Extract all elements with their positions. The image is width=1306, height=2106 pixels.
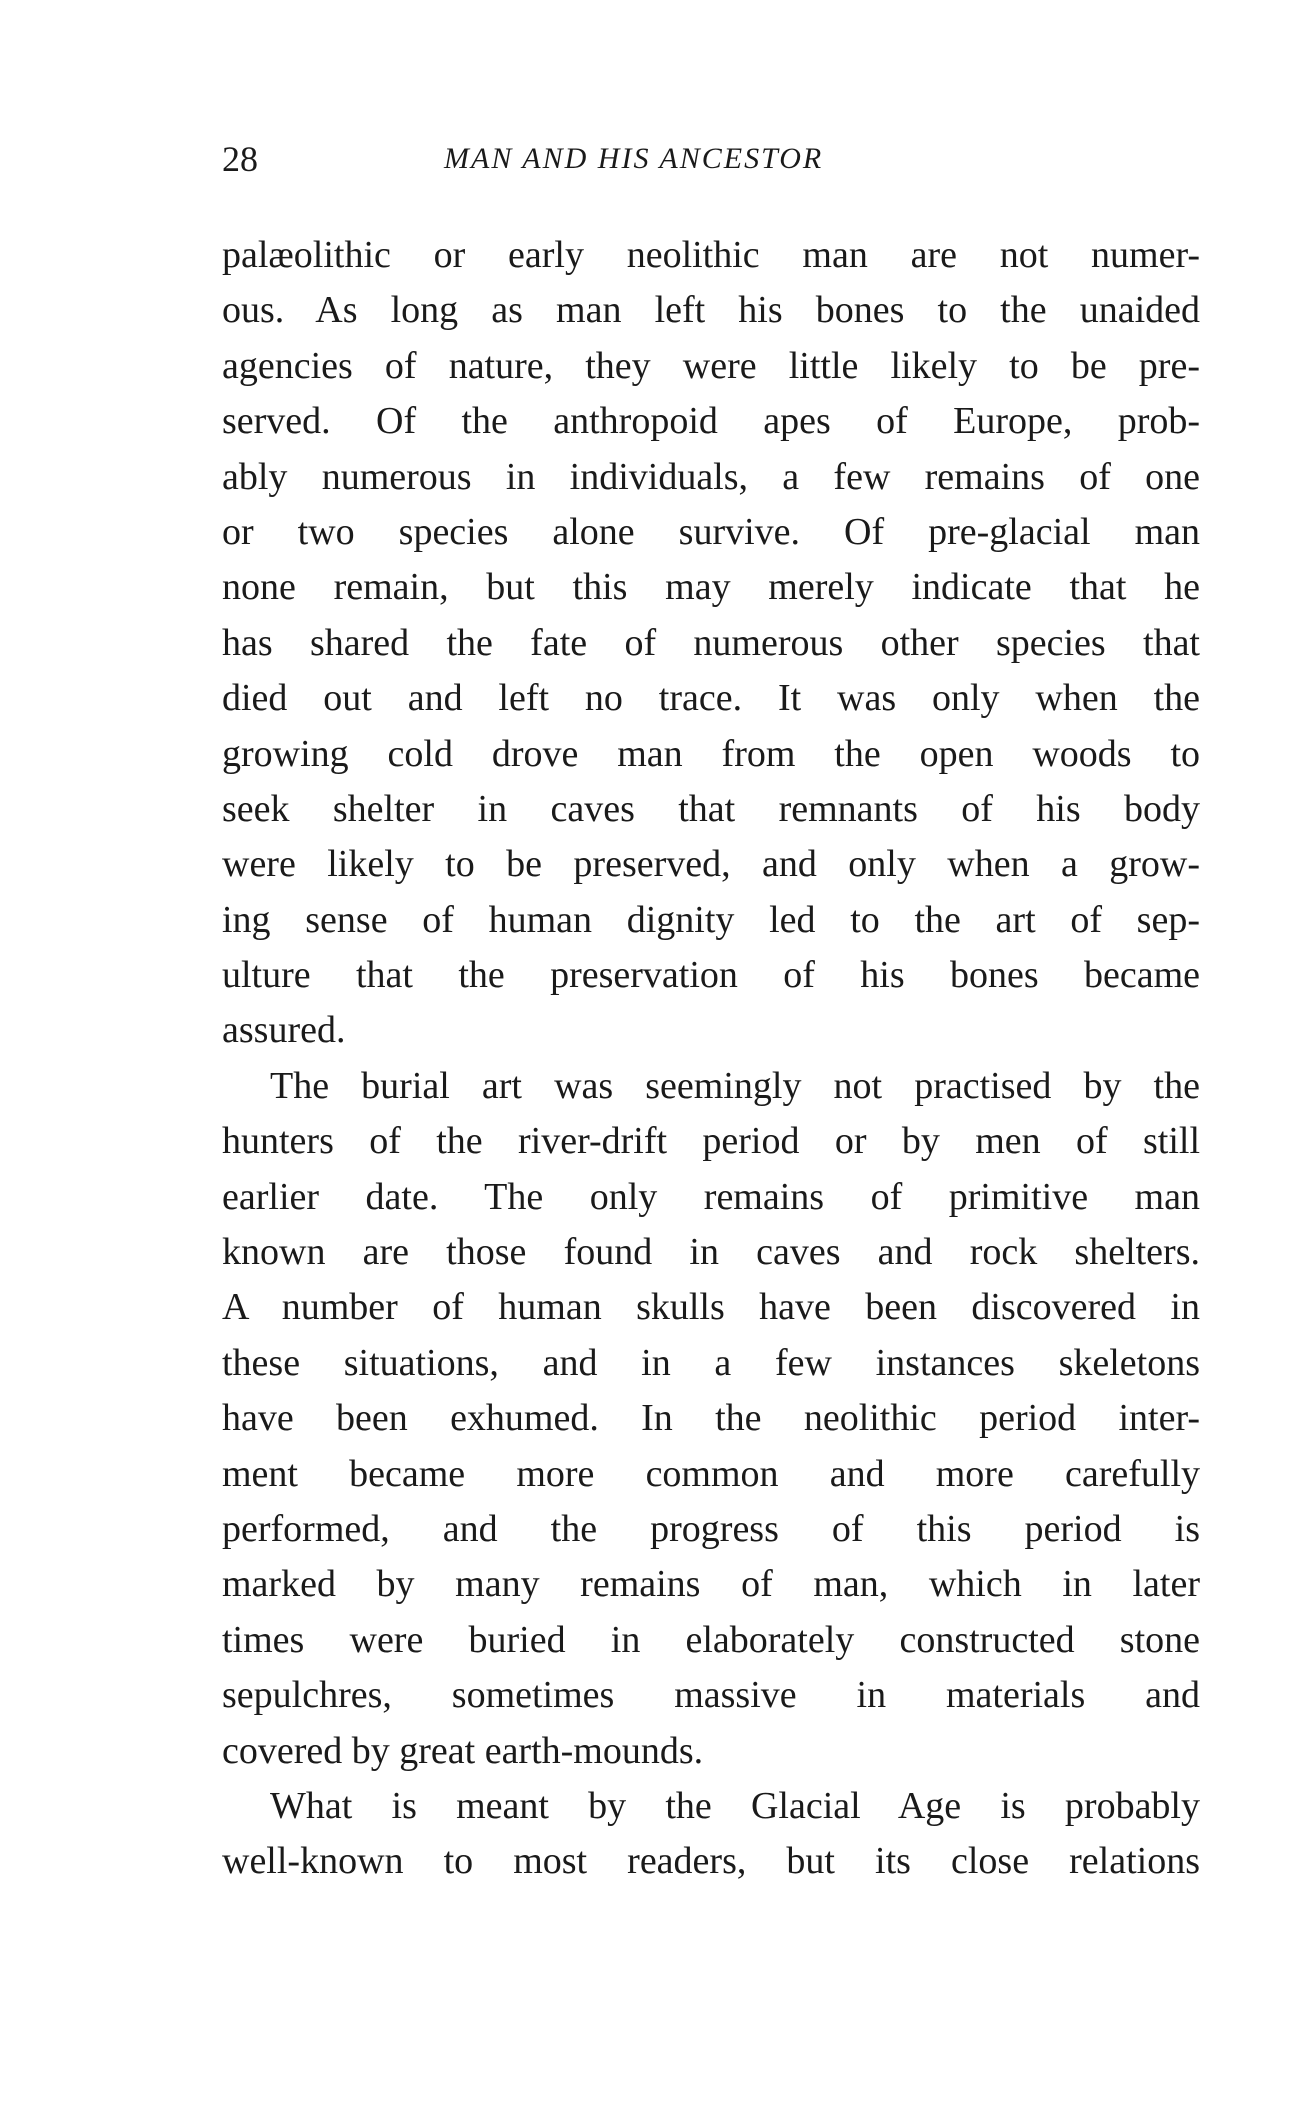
- page-number: 28: [222, 139, 258, 179]
- text-line: hunters of the river-drift period or by men of still: [222, 1120, 1200, 1163]
- text-line: palæolithic or early neolithic man are not numer-: [222, 234, 1200, 276]
- text-line: marked by many remains of man, which in later: [222, 1563, 1200, 1606]
- text-line: seek shelter in caves that remnants of his body: [222, 787, 1200, 830]
- text-line: assured.: [222, 1009, 346, 1052]
- text-line: ment became more common and more carefully: [222, 1452, 1200, 1495]
- text-line: these situations, and in a few instances skeletons: [222, 1341, 1200, 1384]
- text-line: well-known to most readers, but its close relations: [222, 1840, 1200, 1883]
- text-line: growing cold drove man from the open woods to: [222, 732, 1200, 775]
- text-line: performed, and the progress of this period is: [222, 1507, 1200, 1550]
- text-line: What is meant by the Glacial Age is probably: [270, 1784, 1200, 1827]
- text-line: ing sense of human dignity led to the art of sep-: [222, 898, 1200, 941]
- text-line: The burial art was seemingly not practised by the: [270, 1064, 1200, 1107]
- text-line: ulture that the preservation of his bones became: [222, 954, 1200, 997]
- text-line: earlier date. The only remains of primitive man: [222, 1175, 1200, 1218]
- text-line: or two species alone survive. Of pre-glacial man: [222, 510, 1200, 553]
- text-line: none remain, but this may merely indicate that he: [222, 566, 1200, 609]
- text-line: served. Of the anthropoid apes of Europe, prob-: [222, 400, 1200, 443]
- text-line: sepulchres, sometimes massive in materials and: [222, 1674, 1200, 1717]
- text-line: ous. As long as man left his bones to the unaided: [222, 289, 1200, 332]
- text-line: ably numerous in individuals, a few remains of one: [222, 455, 1200, 498]
- running-header: [222, 138, 1200, 188]
- text-line: has shared the fate of numerous other species that: [222, 621, 1200, 664]
- text-line: known are those found in caves and rock shelters.: [222, 1231, 1200, 1274]
- body-text: [222, 228, 1200, 1890]
- running-title: MAN AND HIS ANCESTOR: [444, 142, 824, 175]
- text-line: agencies of nature, they were little likely to be pre-: [222, 344, 1200, 387]
- text-line: died out and left no trace. It was only when the: [222, 677, 1200, 720]
- text-line: A number of human skulls have been discovered in: [222, 1286, 1200, 1329]
- text-line: covered by great earth-mounds.: [222, 1729, 704, 1772]
- text-line: times were buried in elaborately constructed stone: [222, 1618, 1200, 1661]
- text-line: were likely to be preserved, and only when a grow-: [222, 843, 1200, 886]
- text-line: have been exhumed. In the neolithic period inter-: [222, 1397, 1200, 1440]
